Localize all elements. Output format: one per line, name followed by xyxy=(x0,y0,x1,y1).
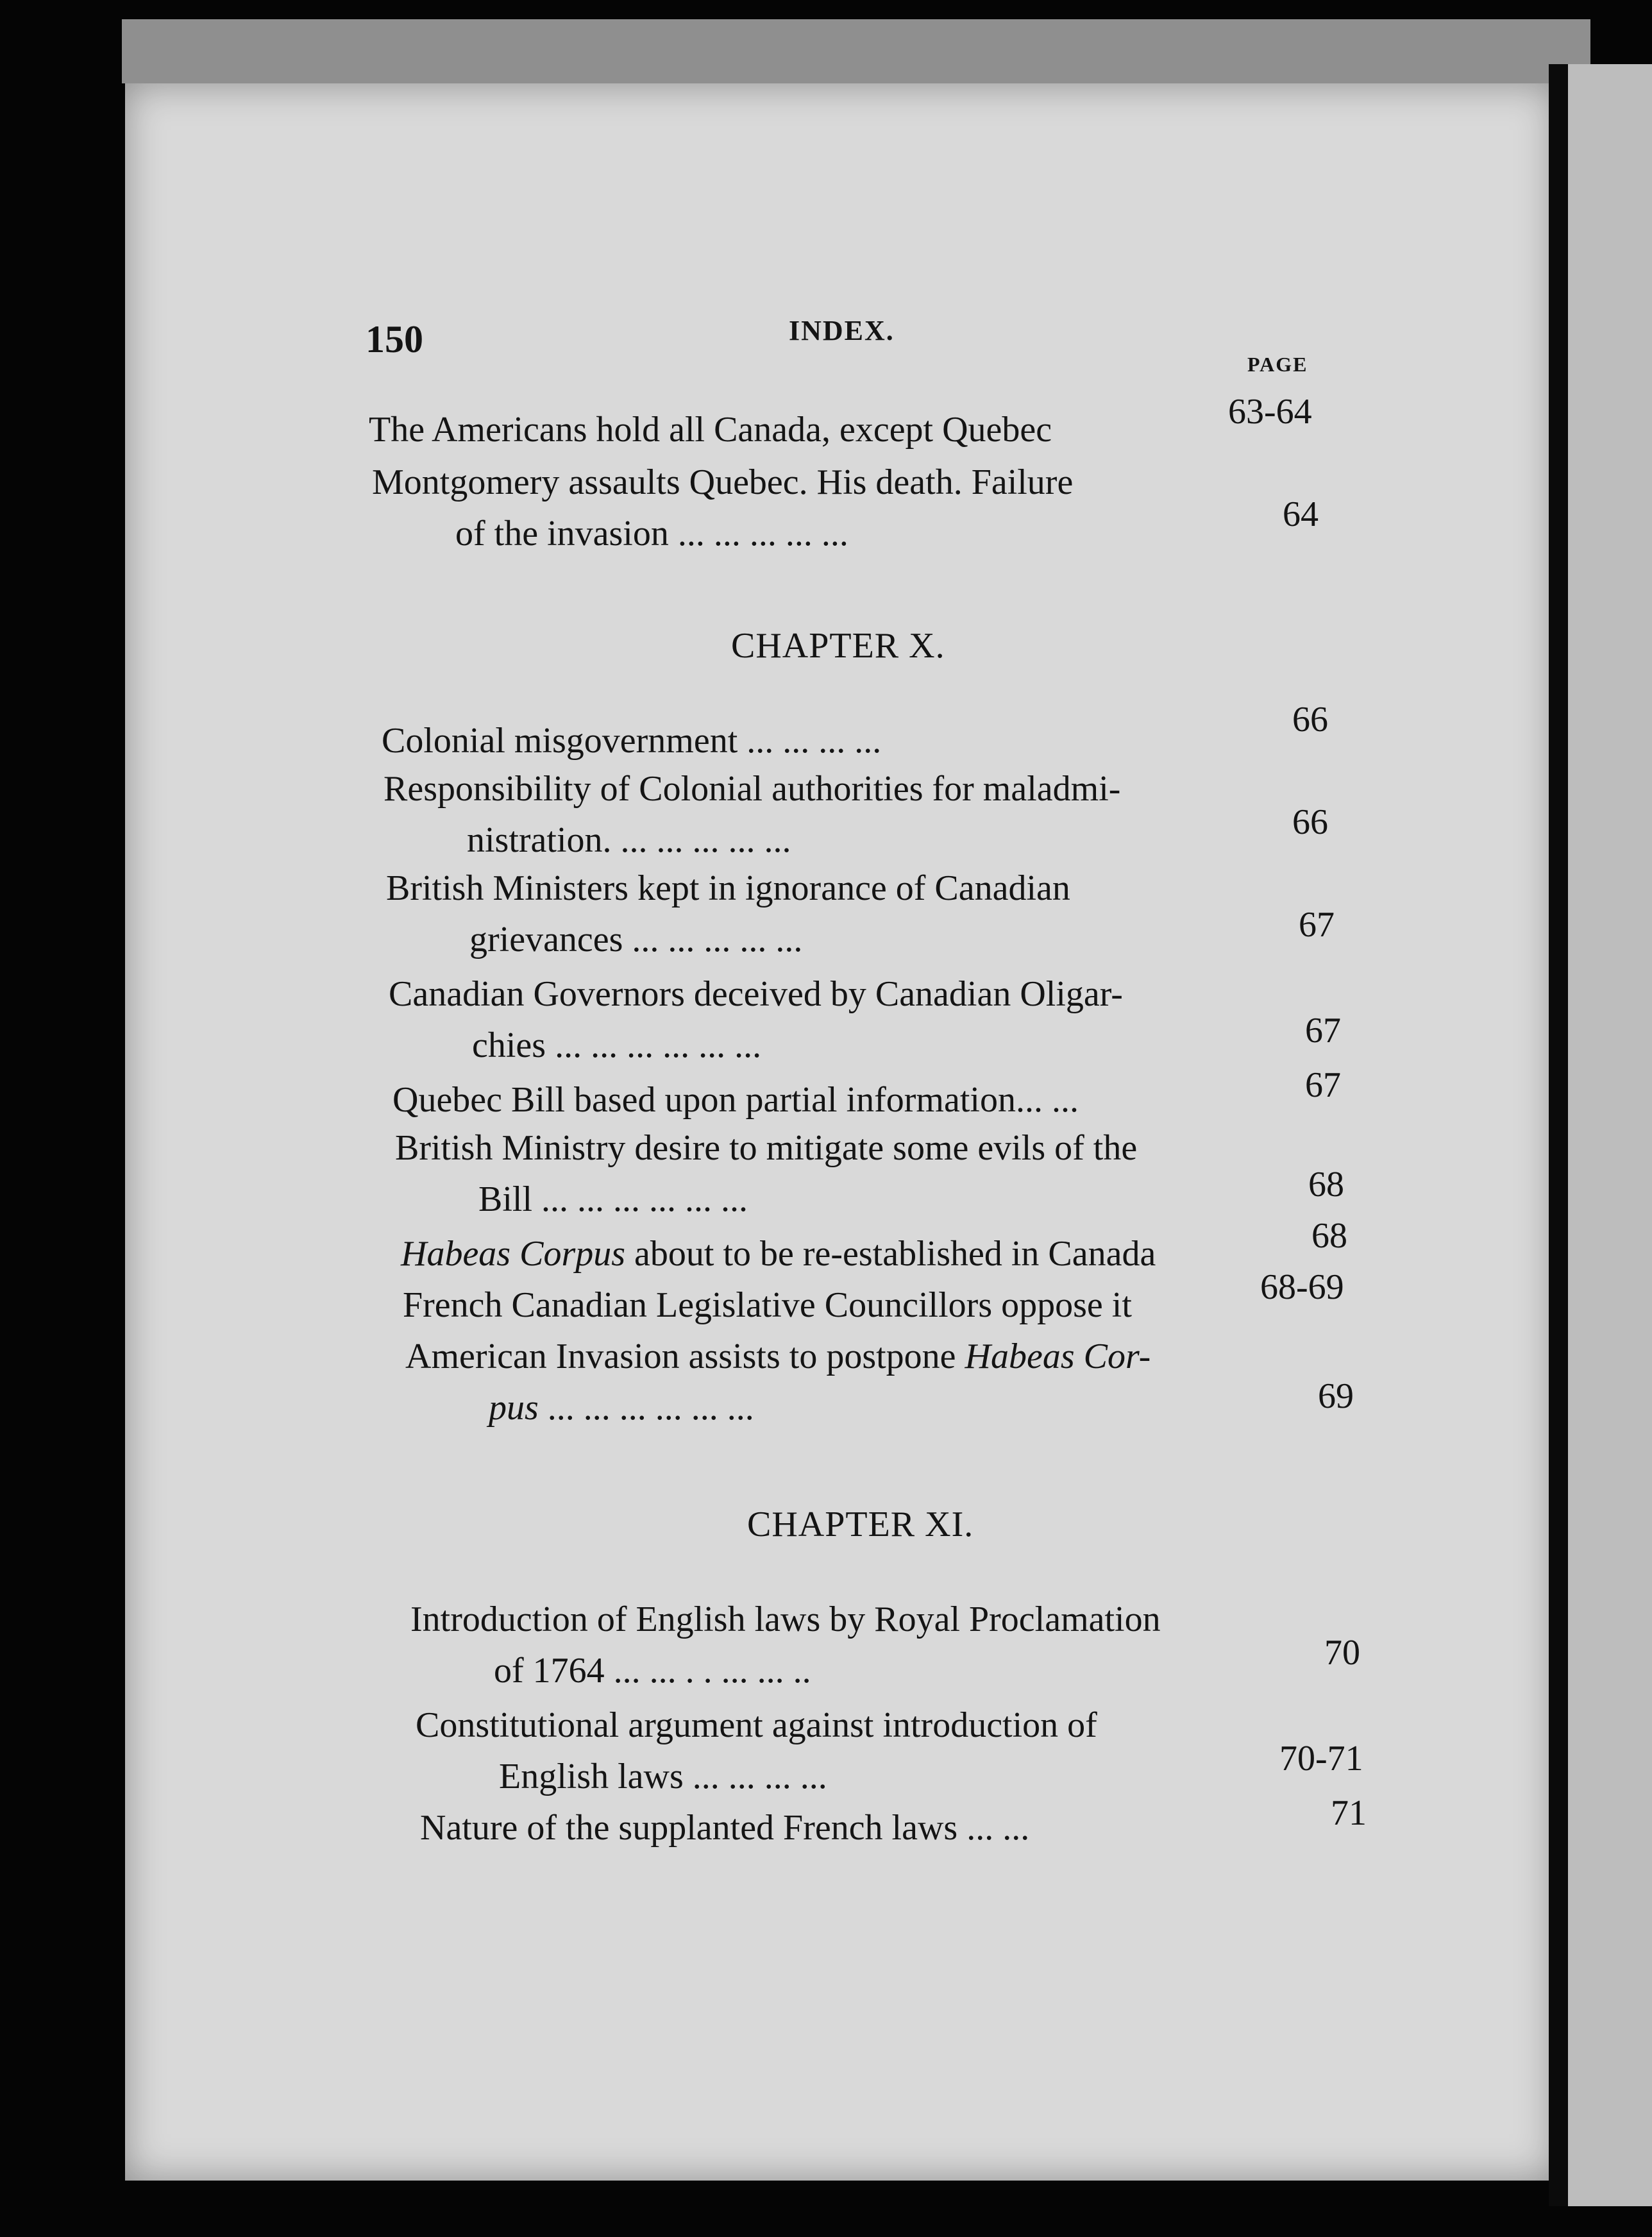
page-ref: 70-71 xyxy=(1279,1739,1363,1778)
page-ref: 68 xyxy=(1311,1216,1347,1256)
italic-term: Habeas Corpus xyxy=(401,1234,626,1274)
index-entry xyxy=(372,457,1073,559)
page-ref: 70 xyxy=(1324,1633,1360,1673)
entry-line: nistration. ... ... ... ... ... xyxy=(467,820,791,860)
page-ref: 66 xyxy=(1292,700,1328,739)
page-ref: 63-64 xyxy=(1228,392,1312,432)
entry-line: English laws ... ... ... ... xyxy=(499,1757,827,1796)
page-ref: 67 xyxy=(1305,1065,1341,1105)
entry-line: Bill ... ... ... ... ... ... xyxy=(478,1179,748,1219)
entry-line: Quebec Bill based upon partial information... ... xyxy=(392,1080,1079,1120)
entry-line xyxy=(405,1331,1150,1382)
index-entry xyxy=(384,763,1120,866)
page-ref: 67 xyxy=(1305,1011,1341,1051)
italic-term: pus xyxy=(489,1388,539,1428)
page-ref: 68-69 xyxy=(1260,1267,1344,1307)
page-ref: 68 xyxy=(1308,1165,1344,1204)
index-entry xyxy=(405,1331,1150,1433)
page-column-label: PAGE xyxy=(1247,353,1308,376)
entry-text: American Invasion assists to postpone xyxy=(405,1337,965,1376)
page-ref: 64 xyxy=(1283,494,1319,534)
index-entry xyxy=(401,1228,1156,1279)
entry-line: The Americans hold all Canada, except Quebec xyxy=(369,410,1052,450)
entry-line: Responsibility of Colonial authorities for maladmi- xyxy=(384,769,1121,809)
chapter-heading: CHAPTER XI. xyxy=(747,1505,974,1544)
page-ref: 69 xyxy=(1318,1376,1354,1416)
index-entry xyxy=(403,1279,1132,1331)
entry-line: of the invasion ... ... ... ... ... xyxy=(455,514,848,553)
entry-line: Nature of the supplanted French laws ... ... xyxy=(420,1808,1030,1848)
entry-line: Constitutional argument against introduction of xyxy=(416,1705,1097,1745)
page-ref: 67 xyxy=(1299,905,1335,945)
entry-line: of 1764 ... ... . . ... ... .. xyxy=(494,1651,811,1691)
index-entry xyxy=(382,715,881,766)
index-entry xyxy=(369,404,1052,455)
entry-line: Introduction of English laws by Royal Proclamation xyxy=(410,1600,1161,1639)
index-entry xyxy=(416,1700,1097,1802)
entry-text: about to be re-established in Canada xyxy=(625,1234,1156,1274)
entry-line: grievances ... ... ... ... ... xyxy=(469,920,803,959)
index-entry xyxy=(395,1122,1137,1225)
entry-line: French Canadian Legislative Councillors oppose it xyxy=(403,1285,1132,1325)
index-entry xyxy=(420,1802,1029,1853)
page-ref: 66 xyxy=(1292,802,1328,842)
chapter-heading: CHAPTER X. xyxy=(731,626,945,666)
running-head: INDEX. xyxy=(789,315,895,346)
entry-line xyxy=(405,1382,1150,1433)
entry-line: British Ministers kept in ignorance of Canadian xyxy=(386,868,1070,908)
entry-line: Canadian Governors deceived by Canadian Oligar- xyxy=(389,974,1123,1014)
page-number: 150 xyxy=(366,318,423,360)
index-entry xyxy=(386,863,1070,965)
page-ref: 71 xyxy=(1331,1793,1367,1833)
entry-line: Colonial misgovernment ... ... ... ... xyxy=(382,721,882,761)
index-entry xyxy=(410,1594,1161,1696)
entry-line: British Ministry desire to mitigate some evils of the xyxy=(395,1128,1138,1168)
entry-line xyxy=(401,1228,1156,1279)
index-entry xyxy=(392,1074,1079,1126)
index-entry xyxy=(389,968,1123,1071)
entry-line: chies ... ... ... ... ... ... xyxy=(472,1026,762,1065)
entry-line: Montgomery assaults Quebec. His death. Failure xyxy=(372,462,1074,502)
entry-dots: ... ... ... ... ... ... xyxy=(538,1388,754,1428)
italic-term: Habeas Cor- xyxy=(965,1337,1151,1376)
